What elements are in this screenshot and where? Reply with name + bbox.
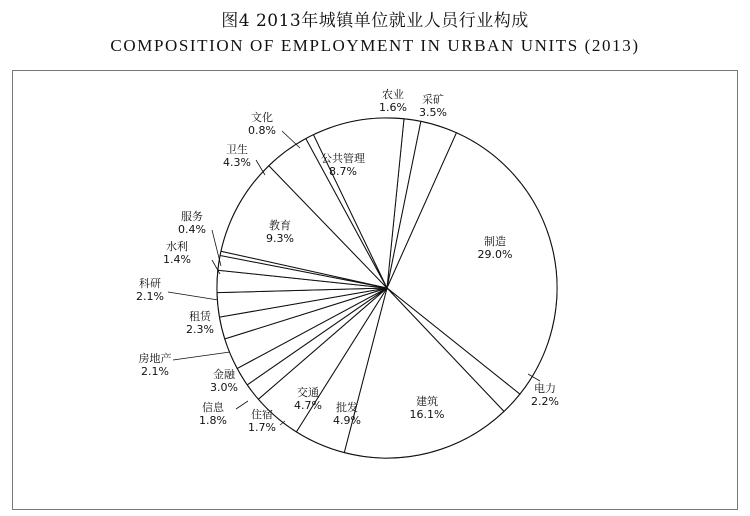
slice-name-label: 教育: [269, 219, 291, 232]
slice-value-label: 3.0%: [210, 381, 238, 394]
leader-line: [236, 401, 248, 409]
slice-name-label: 农业: [382, 88, 404, 101]
slice-value-label: 3.5%: [419, 106, 447, 119]
slice-name-label: 服务: [181, 210, 203, 223]
slice-name-label: 采矿: [422, 93, 444, 106]
slice-name-label: 金融: [213, 368, 235, 381]
slice-name-label: 住宿: [251, 408, 273, 421]
slice-value-label: 29.0%: [477, 248, 513, 261]
slice-name-label: 卫生: [226, 143, 248, 156]
leader-line: [282, 131, 300, 148]
slice-name-label: 租赁: [189, 310, 211, 323]
slice-value-label: 2.3%: [186, 323, 214, 336]
leader-line: [256, 160, 265, 175]
chart-title: 图4 2013年城镇单位就业人员行业构成: [221, 11, 529, 31]
slice-name-label: 电力: [534, 382, 556, 395]
slice-name-label: 信息: [202, 401, 224, 414]
slice-value-label: 1.8%: [199, 414, 227, 427]
slice-value-label: 16.1%: [409, 408, 445, 421]
slice-value-label: 2.2%: [531, 395, 559, 408]
slice-name-label: 批发: [336, 401, 358, 414]
slice-name-label: 公共管理: [321, 152, 365, 165]
slice-name-label: 建筑: [416, 395, 438, 408]
slice-name-label: 科研: [139, 277, 161, 290]
slice-value-label: 2.1%: [136, 290, 164, 303]
slice-value-label: 8.7%: [329, 165, 357, 178]
slice-value-label: 1.6%: [379, 101, 407, 114]
slice-value-label: 0.4%: [178, 223, 206, 236]
slice-name-label: 制造: [484, 235, 506, 248]
slice-value-label: 4.9%: [333, 414, 361, 427]
slice-name-label: 交通: [297, 386, 319, 399]
leader-line: [212, 230, 221, 266]
slice-value-label: 1.4%: [163, 253, 191, 266]
chart-subtitle: COMPOSITION OF EMPLOYMENT IN URBAN UNITS (2013): [110, 36, 640, 55]
slice-value-label: 4.7%: [294, 399, 322, 412]
slice-name-label: 水利: [166, 240, 188, 253]
leader-line: [173, 352, 230, 360]
slice-value-label: 1.7%: [248, 421, 276, 434]
slice-value-label: 9.3%: [266, 232, 294, 245]
slice-value-label: 0.8%: [248, 124, 276, 137]
slice-value-label: 4.3%: [223, 156, 251, 169]
leader-line: [168, 292, 218, 300]
slice-name-label: 房地产: [138, 352, 172, 365]
slice-value-label: 2.1%: [141, 365, 169, 378]
slice-name-label: 文化: [251, 111, 273, 124]
